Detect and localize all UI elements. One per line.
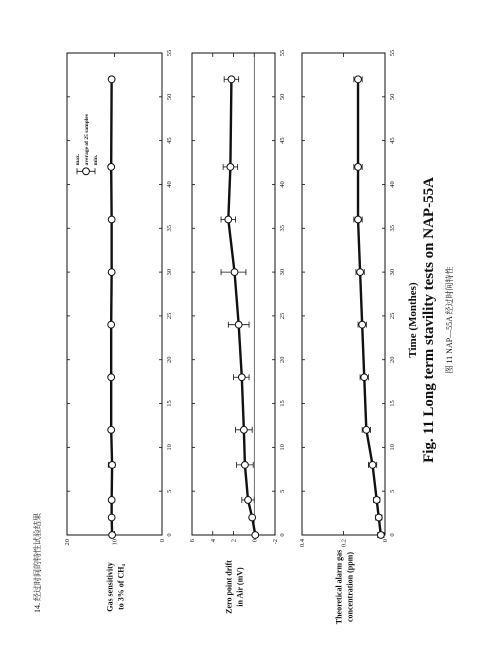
data-point <box>357 269 364 276</box>
data-point <box>355 216 362 223</box>
page-heading: 14. 经过时间的特性试验结果 <box>33 513 42 613</box>
x-tick-label: 35 <box>166 225 173 232</box>
x-tick-label: 0 <box>389 533 396 537</box>
x-tick-label: 25 <box>389 312 396 320</box>
x-tick-label: 35 <box>389 225 396 232</box>
plot-frame <box>192 53 275 535</box>
y-tick-label: 20 <box>64 539 71 546</box>
data-point <box>363 426 370 433</box>
y-tick-label: 0.2 <box>340 539 348 548</box>
y-tick-label: 0 <box>251 539 259 543</box>
x-axis-title: Time (Monthes) <box>407 282 419 358</box>
data-point <box>355 76 362 83</box>
data-point <box>227 164 234 171</box>
data-point <box>238 374 245 381</box>
panel-1 <box>64 50 173 612</box>
x-tick-label: 10 <box>279 444 286 451</box>
data-point <box>108 164 115 171</box>
data-point <box>109 461 116 468</box>
legend-avg-label: average of 25 samples <box>84 114 90 166</box>
x-tick-label: 30 <box>389 268 396 276</box>
figure-caption: 图 11 NAP—55A 经过时间特性 <box>445 266 454 374</box>
legend-min-label: min. <box>93 154 99 166</box>
x-tick-label: 55 <box>279 49 286 57</box>
data-point <box>225 216 232 223</box>
y-axis-label-line1: Zero point drift <box>224 560 234 614</box>
rotated-figure <box>32 50 454 625</box>
data-point <box>108 269 115 276</box>
legend-marker <box>83 168 90 175</box>
x-tick-label: 0 <box>166 533 173 537</box>
x-tick-label: 45 <box>279 137 286 144</box>
x-tick-label: 15 <box>166 400 173 407</box>
legend-max-label: max. <box>75 153 81 166</box>
data-point <box>108 321 115 328</box>
data-point <box>108 216 115 223</box>
panel-2 <box>189 50 286 614</box>
data-point <box>108 374 115 381</box>
data-point <box>373 497 380 504</box>
x-tick-label: 0 <box>279 533 286 537</box>
x-tick-label: 5 <box>389 489 396 493</box>
data-point <box>245 497 252 504</box>
y-axis-label-line2: to 3% of CH₄ <box>116 564 126 610</box>
x-tick-label: 30 <box>166 268 173 276</box>
x-tick-label: 50 <box>279 93 286 101</box>
y-tick-label: 0.4 <box>299 539 306 548</box>
data-point <box>252 532 259 539</box>
data-point <box>231 269 238 276</box>
y-tick-label: 0 <box>159 539 166 543</box>
x-tick-label: 40 <box>166 181 173 188</box>
x-tick-label: 5 <box>166 489 173 493</box>
x-tick-label: 20 <box>279 356 286 363</box>
data-point <box>240 426 247 433</box>
y-axis-label-line1: Gas sensitivity <box>105 562 115 612</box>
x-tick-label: 30 <box>279 268 286 276</box>
x-tick-label: 40 <box>389 181 396 188</box>
x-tick-label: 25 <box>279 312 286 320</box>
figure-title: Fig. 11 Long term stavility tests on NAP-55A <box>421 177 437 463</box>
x-tick-label: 15 <box>279 400 286 407</box>
x-tick-label: 10 <box>389 444 396 451</box>
x-tick-label: 5 <box>279 489 286 493</box>
data-point <box>249 514 256 521</box>
data-point <box>108 76 115 83</box>
x-tick-label: 20 <box>389 356 396 363</box>
data-point <box>108 497 115 504</box>
data-point <box>109 532 116 539</box>
y-tick-label: 0 <box>382 539 389 543</box>
x-tick-label: 25 <box>166 312 173 320</box>
y-axis-label-line2: in Air (mV) <box>235 567 245 607</box>
x-tick-label: 55 <box>389 49 396 57</box>
data-point <box>355 164 362 171</box>
x-tick-label: 50 <box>389 93 396 101</box>
data-point <box>228 76 235 83</box>
data-point <box>375 514 382 521</box>
data-point <box>361 374 368 381</box>
data-point <box>369 461 376 468</box>
y-axis-label-line2: concentration (ppm) <box>345 552 355 622</box>
chart-panels <box>64 50 396 625</box>
data-point <box>242 461 249 468</box>
x-tick-label: 15 <box>389 400 396 407</box>
data-point <box>235 321 242 328</box>
x-tick-label: 50 <box>166 93 173 101</box>
y-tick-label: 6 <box>189 539 196 543</box>
x-tick-label: 35 <box>279 225 286 232</box>
data-point <box>377 532 384 539</box>
data-point <box>108 514 115 521</box>
x-tick-label: 10 <box>166 444 173 451</box>
y-tick-label: -2 <box>272 539 279 545</box>
y-tick-label: 2 <box>230 539 238 543</box>
panel-3 <box>299 50 396 625</box>
x-tick-label: 20 <box>166 356 173 363</box>
x-tick-label: 45 <box>389 137 396 144</box>
x-tick-label: 45 <box>166 137 173 144</box>
y-tick-label: 10 <box>111 539 119 546</box>
data-point <box>108 426 115 433</box>
x-tick-label: 55 <box>166 49 173 57</box>
x-tick-label: 40 <box>279 181 286 188</box>
data-point <box>359 321 366 328</box>
y-axis-label-line1: Theoretical alarm gas <box>334 549 344 625</box>
y-tick-label: 4 <box>209 539 217 543</box>
